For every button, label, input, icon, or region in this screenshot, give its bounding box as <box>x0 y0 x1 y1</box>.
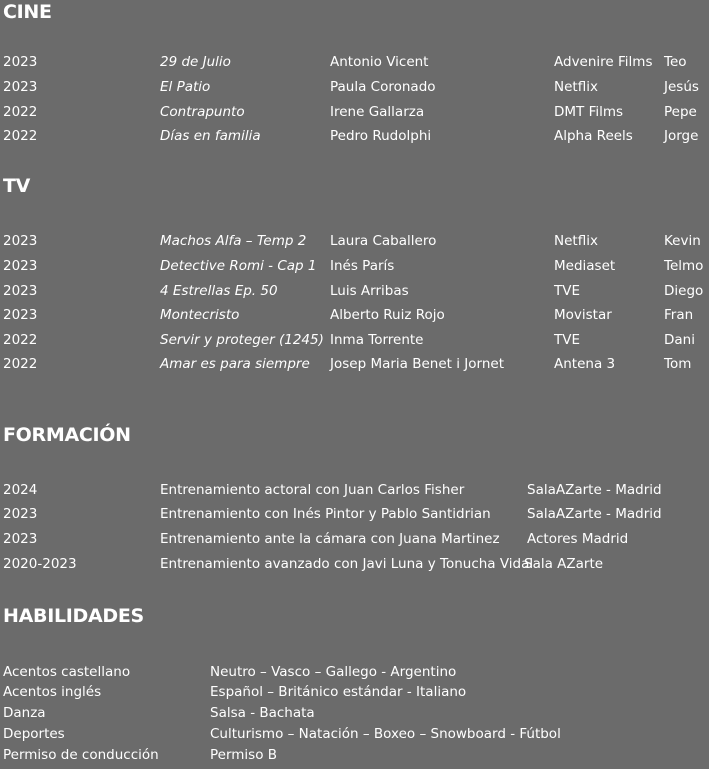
cine-role: Jesús <box>664 79 699 95</box>
formacion-school: SalaAZarte - Madrid <box>527 482 662 498</box>
cine-company: Advenire Films <box>554 54 653 70</box>
tv-director: Luis Arribas <box>330 283 409 299</box>
habilidades-label: Deportes <box>3 726 65 742</box>
habilidades-label: Acentos castellano <box>3 664 131 680</box>
habilidades-value: Permiso B <box>210 747 278 763</box>
tv-title: Machos Alfa – Temp 2 <box>160 233 307 249</box>
cine-year: 2022 <box>3 128 38 144</box>
cine-title: Días en familia <box>160 128 261 144</box>
tv-company: Mediaset <box>554 258 616 274</box>
tv-director: Laura Caballero <box>330 233 437 249</box>
formacion-year: 2023 <box>3 531 38 547</box>
formacion-school: Sala AZarte <box>524 556 604 572</box>
habilidades-label: Permiso de conducción <box>3 747 159 763</box>
cine-heading: CINE <box>3 1 52 23</box>
tv-director: Inma Torrente <box>330 332 424 348</box>
cine-role: Jorge <box>664 128 699 144</box>
tv-role: Kevin <box>664 233 701 249</box>
cine-company: Alpha Reels <box>554 128 633 144</box>
tv-role: Diego <box>664 283 704 299</box>
habilidades-value: Español – Británico estándar - Italiano <box>210 684 467 700</box>
tv-title: 4 Estrellas Ep. 50 <box>160 283 278 299</box>
cine-year: 2023 <box>3 79 38 95</box>
tv-year: 2023 <box>3 258 38 274</box>
tv-company: Antena 3 <box>554 356 616 372</box>
tv-title: Montecristo <box>160 307 240 323</box>
tv-heading: TV <box>3 175 31 197</box>
cine-year: 2022 <box>3 104 38 120</box>
cine-year: 2023 <box>3 54 38 70</box>
cine-director: Irene Gallarza <box>330 104 425 120</box>
tv-title: Detective Romi - Cap 1 <box>160 258 317 274</box>
cine-title: 29 de Julio <box>160 54 231 70</box>
tv-title: Amar es para siempre <box>160 356 310 372</box>
formacion-course: Entrenamiento con Inés Pintor y Pablo Santidrian <box>160 506 491 522</box>
habilidades-label: Danza <box>3 705 46 721</box>
cine-company: DMT Films <box>554 104 624 120</box>
tv-role: Tom <box>664 356 692 372</box>
tv-year: 2023 <box>3 233 38 249</box>
formacion-year: 2023 <box>3 506 38 522</box>
formacion-year: 2020-2023 <box>3 556 77 572</box>
formacion-year: 2024 <box>3 482 38 498</box>
cine-director: Antonio Vicent <box>330 54 429 70</box>
tv-director: Alberto Ruiz Rojo <box>330 307 445 323</box>
cine-title: El Patio <box>160 79 211 95</box>
cine-role: Pepe <box>664 104 697 120</box>
tv-year: 2023 <box>3 283 38 299</box>
habilidades-label: Acentos inglés <box>3 684 102 700</box>
habilidades-value: Neutro – Vasco – Gallego - Argentino <box>210 664 457 680</box>
cine-director: Pedro Rudolphi <box>330 128 432 144</box>
cine-director: Paula Coronado <box>330 79 436 95</box>
habilidades-value: Culturismo – Natación – Boxeo – Snowboard - Fútbol <box>210 726 561 742</box>
tv-company: Movistar <box>554 307 612 323</box>
tv-director: Inés París <box>330 258 395 274</box>
formacion-course: Entrenamiento actoral con Juan Carlos Fisher <box>160 482 465 498</box>
formacion-heading: FORMACIÓN <box>3 424 131 446</box>
tv-company: Netflix <box>554 233 598 249</box>
tv-year: 2022 <box>3 356 38 372</box>
tv-company: TVE <box>554 332 581 348</box>
formacion-school: SalaAZarte - Madrid <box>527 506 662 522</box>
habilidades-heading: HABILIDADES <box>3 605 144 627</box>
tv-director: Josep Maria Benet i Jornet <box>330 356 504 372</box>
tv-year: 2022 <box>3 332 38 348</box>
tv-company: TVE <box>554 283 581 299</box>
tv-year: 2023 <box>3 307 38 323</box>
cine-role: Teo <box>664 54 687 70</box>
cine-company: Netflix <box>554 79 598 95</box>
tv-title: Servir y proteger (1245) <box>160 332 324 348</box>
cine-title: Contrapunto <box>160 104 245 120</box>
habilidades-value: Salsa - Bachata <box>210 705 315 721</box>
formacion-school: Actores Madrid <box>527 531 629 547</box>
formacion-course: Entrenamiento avanzado con Javi Luna y Tonucha Vidal <box>160 556 534 572</box>
tv-role: Fran <box>664 307 694 323</box>
tv-role: Telmo <box>664 258 704 274</box>
tv-role: Dani <box>664 332 695 348</box>
formacion-course: Entrenamiento ante la cámara con Juana Martinez <box>160 531 500 547</box>
